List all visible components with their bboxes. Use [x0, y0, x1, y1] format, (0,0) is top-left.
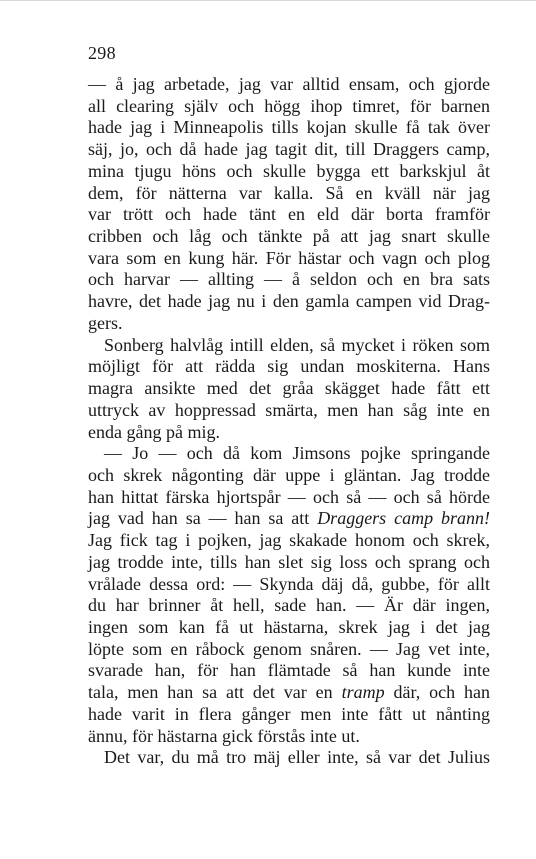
text-line-content: cribben och låg och tänkte på att jag snart skulle — [88, 226, 490, 247]
text-line-content: säj, jo, och då hade jag tagit dit, till Draggers camp, — [88, 139, 490, 160]
text-line-content: — å jag arbetade, jag var alltid ensam, och gjorde — [88, 74, 490, 94]
text-line-continuation: där, och han — [393, 682, 491, 703]
text-line — [88, 726, 490, 748]
text-line-content: möjligt för att rädda sig undan moskiterna. Hans — [88, 356, 490, 377]
text-line — [88, 704, 490, 726]
text-line — [88, 269, 490, 291]
text-line — [88, 335, 490, 357]
text-line — [88, 183, 490, 205]
text-line-content: jag vad han sa — han sa att — [88, 508, 310, 529]
text-line-content: du har brinner åt hell, sade han. — Är där ingen, — [88, 595, 490, 616]
text-line — [88, 552, 490, 574]
text-line-content: ingen som kan få ut hästarna, skrek jag i det jag — [88, 616, 490, 637]
text-line-content: hade jag i Minneapolis tills kojan skulle få tak över — [88, 117, 490, 138]
text-line — [88, 660, 490, 682]
text-line-content: uttryck av hoppressad smärta, men han såg inte en — [88, 399, 490, 420]
text-line-content: Sonberg halvlåg intill elden, så mycket i röken som — [104, 334, 490, 355]
text-line — [88, 422, 490, 444]
text-line — [88, 595, 490, 617]
text-line-content: Det var, du må tro mäj eller inte, så var det Julius — [104, 747, 490, 768]
text-line — [88, 248, 490, 270]
body-text — [88, 74, 490, 769]
text-line — [88, 356, 490, 378]
text-line — [88, 508, 490, 530]
text-line-content: magra ansikte med det gråa skägget hade fått ett — [88, 378, 490, 399]
text-line — [88, 226, 490, 248]
page-number: 298 — [88, 43, 116, 63]
text-line — [88, 487, 490, 509]
text-line — [88, 117, 490, 139]
text-line-content: Jag fick tag i pojken, jag skakade honom och skrek, — [88, 530, 490, 551]
text-line — [88, 96, 490, 118]
text-line — [88, 74, 490, 96]
text-line-content: och skrek någonting där uppe i gläntan. Jag trodde — [88, 464, 490, 485]
text-line-content: vrålade dessa ord: — Skynda däj då, gubbe, för allt — [88, 573, 490, 594]
text-line — [88, 291, 490, 313]
text-line — [88, 204, 490, 226]
text-line — [88, 617, 490, 639]
page-top-edge — [0, 0, 536, 1]
text-line — [88, 574, 490, 596]
text-line-content: gers. — [88, 312, 123, 333]
italic-phrase: tramp — [341, 682, 385, 703]
italic-phrase: Draggers camp brann! — [317, 508, 490, 529]
text-line — [88, 682, 490, 704]
text-line — [88, 747, 490, 769]
text-line-content: dem, för nätterna var kalla. Så en kväll när jag — [88, 182, 490, 203]
text-line — [88, 161, 490, 183]
text-line — [88, 400, 490, 422]
text-line-content: enda gång på mig. — [88, 421, 220, 442]
text-line-content: havre, det hade jag nu i den gamla campen vid Drag- — [88, 291, 490, 312]
text-line-content: var trött och hade tänt en eld där borta framför — [88, 204, 490, 225]
text-line-content: tala, men han sa att det var en — [88, 682, 333, 703]
text-line — [88, 639, 490, 661]
text-line-content: han hittat färska hjortspår — och så — och så hörde — [88, 486, 490, 507]
text-line-content: jag trodde inte, tills han slet sig loss och sprang och — [88, 551, 490, 572]
text-line-content: ännu, för hästarna gick förstås inte ut. — [88, 725, 360, 746]
text-line-content: hade varit in flera gånger men inte fått ut nånting — [88, 703, 490, 724]
text-line-content: vara som en kung här. För hästar och vagn och plog — [88, 247, 490, 268]
text-line — [88, 443, 490, 465]
text-line — [88, 378, 490, 400]
text-line — [88, 530, 490, 552]
text-line — [88, 139, 490, 161]
text-line-content: löpte som en råbock genom snåren. — Jag vet inte, — [88, 638, 490, 659]
text-line-content: och harvar — allting — å seldon och en bra sats — [88, 269, 490, 290]
text-line-content: svarade han, för han flämtade så han kunde inte — [88, 660, 490, 681]
text-line — [88, 465, 490, 487]
text-line — [88, 313, 490, 335]
text-line-content: mina tjugu höns och skulle bygga ett barkskjul åt — [88, 160, 490, 181]
text-line-content: — Jo — och då kom Jimsons pojke springande — [104, 443, 490, 464]
text-line-content: all clearing själv och högg ihop timret, för barnen — [88, 95, 490, 116]
